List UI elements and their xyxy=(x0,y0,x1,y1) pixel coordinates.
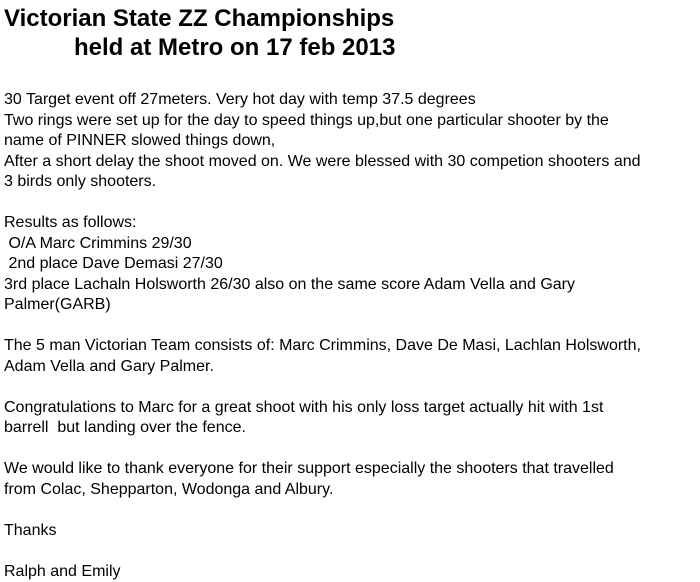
text-line: Palmer(GARB) xyxy=(4,295,694,316)
text-line: Thanks xyxy=(4,521,694,542)
text-line: Congratulations to Marc for a great shoot with his only loss target actually hit with 1st xyxy=(4,398,694,419)
text-line: 30 Target event off 27meters. Very hot day with temp 37.5 degrees xyxy=(4,90,694,111)
text-line: Results as follows: xyxy=(4,213,694,234)
paragraph-signature xyxy=(4,562,694,582)
text-line: 3 birds only shooters. xyxy=(4,172,694,193)
signature-line: Ralph and Emily xyxy=(4,562,694,582)
title-line-2: held at Metro on 17 feb 2013 xyxy=(4,33,694,62)
text-line: We would like to thank everyone for their support especially the shooters that travelled xyxy=(4,459,694,480)
document xyxy=(4,4,694,582)
text-line: from Colac, Shepparton, Wodonga and Albury. xyxy=(4,480,694,501)
text-line: The 5 man Victorian Team consists of: Marc Crimmins, Dave De Masi, Lachlan Holsworth, xyxy=(4,336,694,357)
paragraph-thanks xyxy=(4,521,694,542)
page-title xyxy=(4,4,694,62)
text-line: 2nd place Dave Demasi 27/30 xyxy=(4,254,694,275)
text-line: After a short delay the shoot moved on. We were blessed with 30 competion shooters and xyxy=(4,152,694,173)
text-line: Adam Vella and Gary Palmer. xyxy=(4,357,694,378)
document-body xyxy=(4,90,694,582)
paragraph-thanks-everyone xyxy=(4,459,694,500)
text-line: name of PINNER slowed things down, xyxy=(4,131,694,152)
paragraph-results xyxy=(4,213,694,316)
paragraph-event-summary xyxy=(4,90,694,193)
paragraph-congratulations xyxy=(4,398,694,439)
paragraph-team xyxy=(4,336,694,377)
text-line: 3rd place Lachaln Holsworth 26/30 also on the same score Adam Vella and Gary xyxy=(4,275,694,296)
text-line: barrell but landing over the fence. xyxy=(4,418,694,439)
text-line: O/A Marc Crimmins 29/30 xyxy=(4,234,694,255)
text-line: Two rings were set up for the day to speed things up,but one particular shooter by the xyxy=(4,111,694,132)
title-line-1: Victorian State ZZ Championships xyxy=(4,4,694,33)
